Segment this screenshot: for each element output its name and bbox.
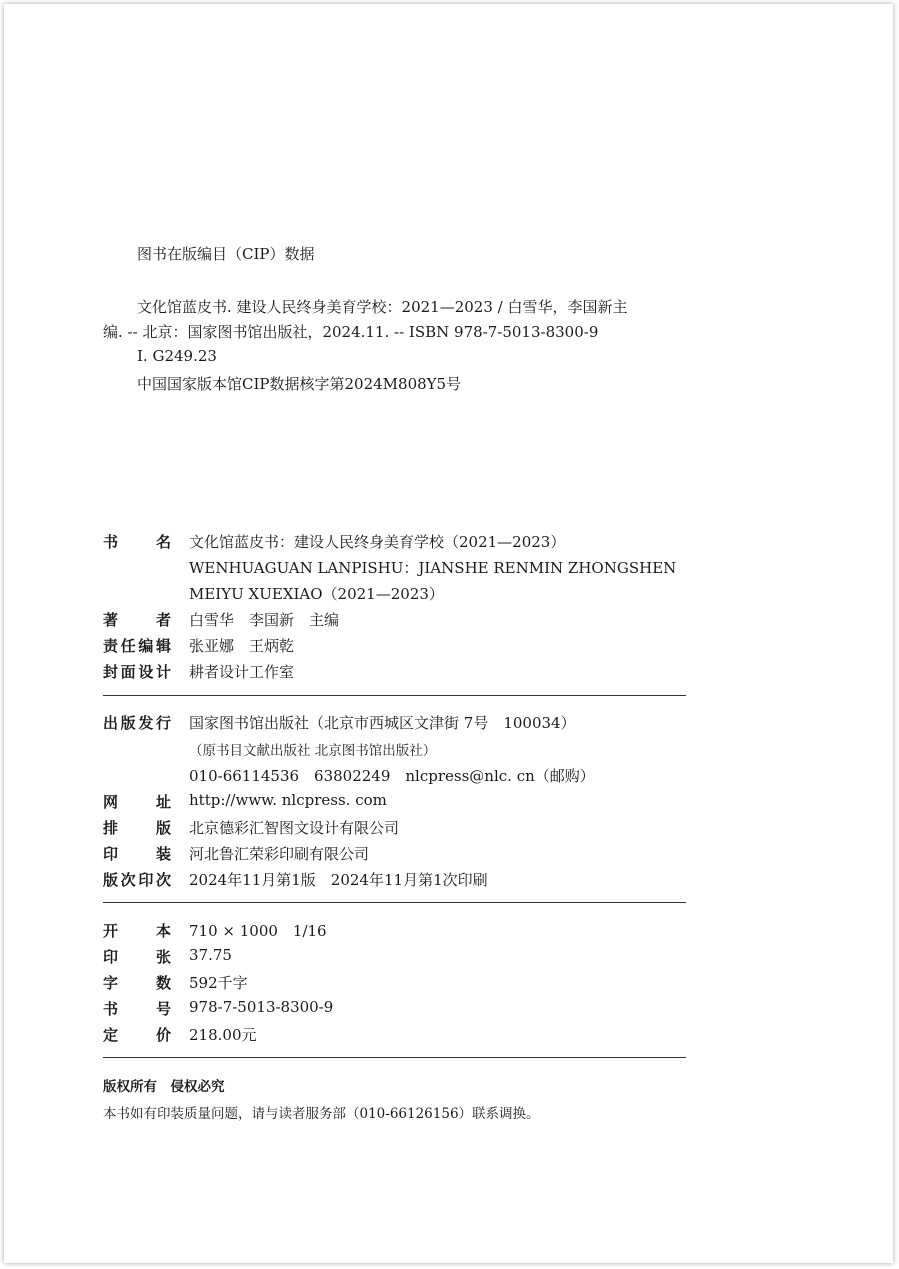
- divider-1: [103, 695, 686, 696]
- publisher-value: 国家图书馆出版社（北京市西城区文津街 7号 100034）: [189, 714, 576, 732]
- title-cn: 文化馆蓝皮书：建设人民终身美育学校（2021—2023）: [189, 533, 566, 551]
- isbn-label: 书 号: [103, 1000, 171, 1018]
- format-value: 710 × 1000 1/16: [189, 922, 327, 940]
- print-label: 印 装: [103, 845, 171, 863]
- sheets-label: 印 张: [103, 948, 171, 966]
- cover-label: 封面设计: [103, 663, 171, 681]
- title-pinyin-1: WENHUAGUAN LANPISHU：JIANSHE RENMIN ZHONGSHEN: [189, 559, 677, 577]
- print-value: 河北鲁汇荣彩印刷有限公司: [189, 845, 370, 863]
- publisher-label: 出版发行: [103, 714, 171, 732]
- publisher-note: （原书目文献出版社 北京图书馆出版社）: [189, 743, 437, 759]
- edition-value: 2024年11月第1版 2024年11月第1次印刷: [189, 871, 488, 889]
- typeset-value: 北京德彩汇智图文设计有限公司: [189, 819, 400, 837]
- words-label: 字 数: [103, 974, 171, 992]
- typeset-label: 排 版: [103, 819, 171, 837]
- divider-3: [103, 1057, 686, 1058]
- cip-heading: 图书在版编目（CIP）数据: [137, 245, 315, 263]
- cip-line-4: 中国国家版本馆CIP数据核字第2024M808Y5号: [137, 375, 462, 393]
- divider-2: [103, 902, 686, 903]
- title-pinyin-2: MEIYU XUEXIAO（2021—2023）: [189, 585, 444, 603]
- sheets-value: 37.75: [189, 946, 232, 964]
- editor-value: 张亚娜 王炳乾: [189, 637, 295, 655]
- title-label: 书 名: [103, 533, 171, 551]
- price-value: 218.00元: [189, 1026, 257, 1044]
- isbn-value: 978-7-5013-8300-9: [189, 998, 334, 1016]
- editor-label: 责任编辑: [103, 637, 171, 655]
- cover-value: 耕者设计工作室: [189, 663, 295, 681]
- author-label: 著 者: [103, 611, 171, 629]
- quality-notice: 本书如有印装质量问题，请与读者服务部（010-66126156）联系调换。: [103, 1106, 540, 1122]
- cip-line-2: 编. -- 北京：国家图书馆出版社，2024.11. -- ISBN 978-7-5013-8300-9: [103, 323, 599, 341]
- format-label: 开 本: [103, 922, 171, 940]
- edition-label: 版次印次: [103, 871, 171, 889]
- cip-line-1: 文化馆蓝皮书. 建设人民终身美育学校：2021—2023 / 白雪华，李国新主: [137, 298, 628, 316]
- website-value: http://www. nlcpress. com: [189, 791, 387, 809]
- words-value: 592千字: [189, 974, 248, 992]
- rights-statement: 版权所有 侵权必究: [103, 1079, 225, 1095]
- price-label: 定 价: [103, 1026, 171, 1044]
- publisher-contact: 010-66114536 63802249 nlcpress@nlc. cn（邮购）: [189, 767, 595, 785]
- cip-line-3: Ⅰ. G249.23: [137, 347, 217, 365]
- website-label: 网 址: [103, 793, 171, 811]
- author-value: 白雪华 李国新 主编: [189, 611, 340, 629]
